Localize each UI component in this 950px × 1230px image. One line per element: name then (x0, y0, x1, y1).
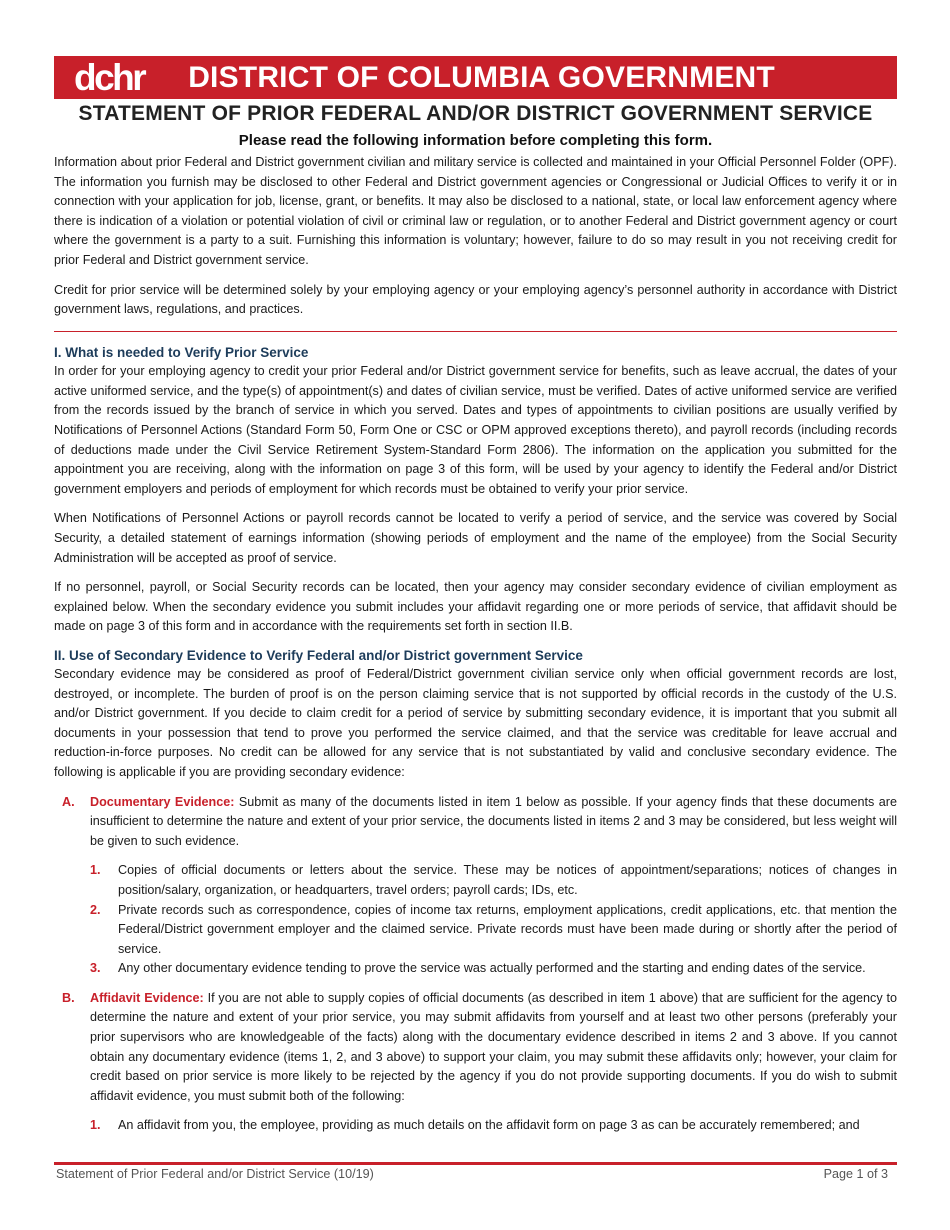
section-2-paragraph-1: Secondary evidence may be considered as proof of Federal/District government civilian service only when official government records are lost, destroyed, or incomplete. The burden of proof is on the person claiming service that is not supported by official records in the custody of the U.S. and/or District government. If you decide to claim credit for a period of service by submitting secondary evidence, it is important that you submit all documents in your possession that tend to prove you performed the service claimed, and that the service was creditable for leave accrual and reduction-in-force purposes. No credit can be allowed for any service that is not substantiated by valid and conclusive secondary evidence. The following is applicable if you are providing secondary evidence: (54, 666, 897, 779)
list-subitem-text: Copies of official documents or letters about the service. These may be notices of appointment/separations; notices of changes in position/salary, organization, or headquarters, travel orders; payroll cards; IDs, etc. (118, 863, 897, 897)
section-1-paragraph-3: If no personnel, payroll, or Social Security records can be located, then your agency may consider secondary evidence of civilian employment as explained below. When the secondary evidence you submit includes your affidavit regarding one or more periods of service, that affidavit should be made on page 3 of this form and in accordance with the requirements set forth in section II.B. (54, 580, 897, 634)
section-1-paragraph-2: When Notifications of Personnel Actions or payroll records cannot be located to verify a period of service, and the service was covered by Social Security, a detailed statement of earnings information (showing periods of employment and the name of the employee) from the Social Security Administration will be accepted as proof of service. (54, 511, 897, 565)
section-2-heading: II. Use of Secondary Evidence to Verify Federal and/or District government Service (54, 647, 583, 663)
documentary-evidence-label: Documentary Evidence: (90, 794, 235, 809)
list-marker: 1. (90, 1118, 101, 1133)
list-subitem (54, 1116, 897, 1136)
footer-page-number: Page 1 of 3 (823, 1167, 888, 1181)
footer-rule (54, 1162, 897, 1165)
list-subitem (54, 901, 897, 960)
list-item-affidavit-evidence (54, 989, 897, 1107)
list-marker: 2. (90, 902, 101, 917)
list-marker: B. (62, 990, 75, 1005)
list-item-documentary-evidence (54, 793, 897, 852)
list-marker: A. (62, 794, 75, 809)
list-marker: 3. (90, 961, 101, 976)
read-notice: Please read the following information before completing this form. (238, 132, 713, 149)
page-footer (54, 1162, 897, 1181)
header-banner (54, 56, 897, 99)
affidavit-evidence-text: If you are not able to supply copies of official documents (as described in item 1 above) that are sufficient for the agency to determine the nature and extent of your prior service, you may submit affidavits from yourself and at least two other persons (preferably your prior supervisors who are knowledgeable of the facts) along with the documentary evidence described in items 2 and 3 above. If you cannot obtain any documentary evidence (items 1, 2, and 3 above) to support your claim, you may submit these affidavits only; however, your claim for credit based on prior service is more likely to be rejected by the agency if you do not provide supporting documents. If you do wish to submit affidavit evidence, you must submit both of the following: (90, 990, 897, 1103)
section-divider (54, 331, 897, 333)
section-1-heading: I. What is needed to Verify Prior Service (54, 345, 309, 361)
section-1-paragraph-1: In order for your employing agency to credit your prior Federal and/or District government service for benefits, such as leave accrual, the dates of your active uniformed service, and the type(s) of appointment(s) and dates of civilian service, must be verified. Dates of active uniformed service are verified from the records issued by the branch of service in which you served. Dates and types of appointments to civilian positions are usually verified by Notifications of Personnel Actions (Standard Form 50, Form One or CSC or OPM approved exceptions thereto), and payroll records (including records of deductions made under the Civil Service Retirement System-Standard Form 2806). The information on the application you submitted for the appointment you are receiving, along with the information on page 3 of this form, will be used by your agency to identify the Federal and/or District government employers and periods of employment for which records must be obtained to verify your prior service. (54, 364, 897, 496)
list-subitem-text: An affidavit from you, the employee, providing as much details on the affidavit form on page 3 as can be accurately remembered; and (118, 1118, 860, 1133)
list-marker: 1. (90, 863, 101, 878)
list-subitem (54, 861, 897, 900)
evidence-list (54, 793, 897, 1137)
dchr-logo: dchr (74, 57, 145, 98)
banner-title: DISTRICT OF COLUMBIA GOVERNMENT (188, 60, 775, 94)
documentary-evidence-text: Submit as many of the documents listed in item 1 below as possible. If your agency finds that these documents are insufficient to determine the nature and extent of your prior service, the documents listed in items 2 and 3 may be considered, but less weight will be given to such evidence. (90, 794, 897, 848)
list-subitem-text: Private records such as correspondence, copies of income tax returns, employment applications, credit applications, etc. that mention the Federal/District government employer and the claimed service. Private records must have been made during or shortly after the period of service. (118, 902, 897, 956)
intro-paragraph-2: Credit for prior service will be determined solely by your employing agency or your employing agency’s personnel authority in accordance with District government laws, regulations, and practices. (54, 282, 897, 317)
intro-paragraph-1: Information about prior Federal and District government civilian and military service is collected and maintained in your Official Personnel Folder (OPF). The information you furnish may be disclosed to other Federal and District government agencies or Congressional or Judicial Offices to verify it or in connection with your application for job, license, grant, or benefits. It may also be disclosed to a national, state, or local law enforcement agency where there is indication of a violation or potential violation of civil or criminal law or regulation, or to another Federal and District government agency or court where the government is a party to a suit. Furnishing this information is voluntary; however, failure to do so may result in you not receiving credit for prior Federal and District government service. (54, 155, 897, 267)
form-title: STATEMENT OF PRIOR FEDERAL AND/OR DISTRICT GOVERNMENT SERVICE (78, 102, 873, 125)
document-page (54, 56, 897, 1136)
affidavit-evidence-label: Affidavit Evidence: (90, 990, 204, 1005)
list-subitem-text: Any other documentary evidence tending to prove the service was actually performed and the starting and ending dates of the service. (118, 961, 866, 976)
list-subitem (54, 959, 897, 979)
footer-form-name: Statement of Prior Federal and/or District Service (10/19) (56, 1167, 374, 1181)
